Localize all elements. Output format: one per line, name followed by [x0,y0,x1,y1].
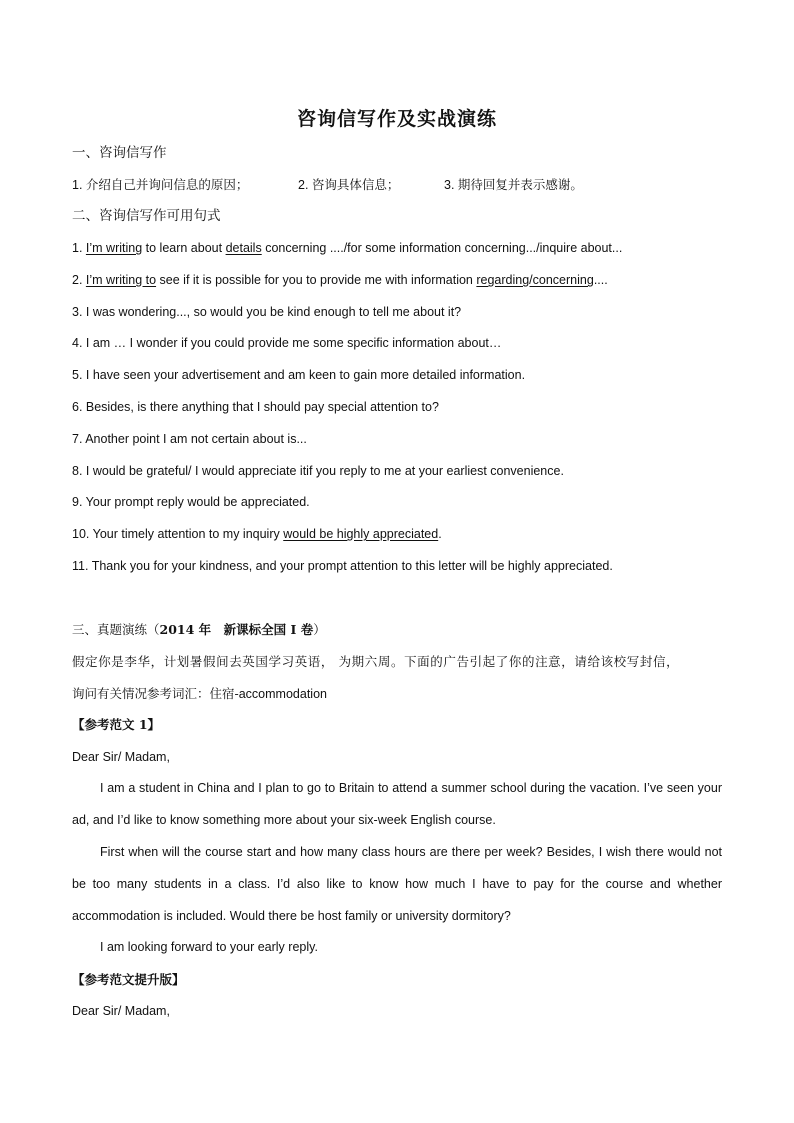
letter-paragraph-1: I am a student in China and I plan to go to Britain to attend a summer school during the vacation. I’ve seen your ad, and I’d like to know something more about your six-week English course. [72,781,722,827]
sentence-2-underline-1: I’m writing to [85,273,157,287]
section-heading-2: 二、咨询信写作可用句式 [72,208,221,223]
letter-paragraph-3: I am looking forward to your early reply. [100,940,318,954]
sentence-6: 6. Besides, is there anything that I should pay special attention to? [72,400,439,414]
sentence-1-text-2: concerning ..../for some information concerning.../inquire about... [261,241,623,255]
prompt-line-2 [72,685,327,703]
sentence-4: 4. I am … I wonder if you could provide me some specific information about… [72,336,502,350]
sentence-1 [72,239,622,257]
sentence-1-underline-2: details [225,241,262,255]
sentence-2-text-2: .... [593,273,608,287]
point-2: 2. 咨询具体信息； [298,178,400,192]
sample-1-label: 【参考范文 1】 [72,717,161,732]
sentence-2 [72,271,608,289]
sentence-10-text-2: . [438,527,442,541]
sentence-8: 8. I would be grateful/ I would appreciate itif you reply to me at your earliest convenience. [72,464,564,478]
sentence-3: 3. I was wondering..., so would you be kind enough to tell me about it? [72,305,462,319]
sentence-2-underline-2: regarding/concerning [476,273,594,287]
prompt-line-1: 假定你是李华，计划暑假间去英国学习英语， 为期六周。下面的广告引起了你的注意，请给该校写封信， [72,654,680,669]
sentence-9: 9. Your prompt reply would be appreciated. [72,495,310,509]
sentence-11: 11. Thank you for your kindness, and your prompt attention to this letter will be highly appreciated. [72,559,613,573]
letter-greeting-2: Dear Sir/ Madam, [72,1004,170,1018]
section-heading-1: 一、咨询信写作 [72,145,167,160]
section-3-heading-part-a: 三、真题演练（ [72,622,160,637]
point-3: 3. 期待回复并表示感谢。 [444,178,583,192]
section-heading-3 [72,621,326,639]
sentence-1-number: 1. [72,241,86,255]
section-3-heading-part-c: ） [313,622,326,637]
sample-2-label: 【参考范文提升版】 [72,972,185,987]
sentence-10 [72,525,442,543]
section-3-heading-part-b: 2014 年 新课标全国 I 卷 [159,622,314,637]
prompt-line-2-vocab: accommodation [238,687,327,701]
letter-greeting: Dear Sir/ Madam, [72,750,170,764]
page-title: 咨询信写作及实战演练 [296,108,497,130]
sentence-10-text-1: 10. Your timely attention to my inquiry [72,527,284,541]
sentence-5: 5. I have seen your advertisement and am keen to gain more detailed information. [72,368,526,382]
sentence-7: 7. Another point I am not certain about is... [72,432,307,446]
sentence-2-text-1: see if it is possible for you to provide me with information [156,273,477,287]
sentence-2-number: 2. [72,273,86,287]
point-1: 1. 介绍自己并询问信息的原因； [72,178,249,192]
sentence-10-underline: would be highly appreciated [283,527,439,541]
prompt-line-2-chinese: 询问有关情况参考词汇：住宿- [72,686,239,701]
sentence-1-underline-1: I’m writing [85,241,143,255]
letter-paragraph-2: First when will the course start and how many class hours are there per week? Besides, I wish there would not be too many students in a class. I’d also like to know how much I have to pay for the course and whether accommodation is included. Would there be host family or university dormitory? [72,845,722,923]
writing-points [72,176,583,194]
sentence-1-text-1: to learn about [142,241,226,255]
